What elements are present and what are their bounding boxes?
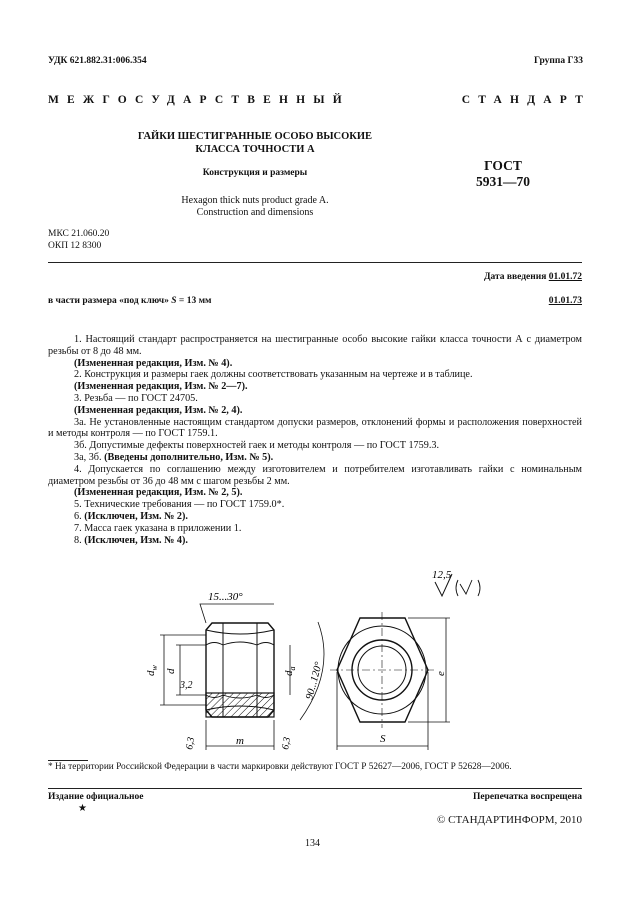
gost-label: ГОСТ <box>484 158 522 173</box>
group-code: Группа Г33 <box>534 56 583 66</box>
dim-da-sub: a <box>288 666 297 671</box>
para-3-change: (Измененная редакция, Изм. № 2, 4). <box>74 404 243 416</box>
para-1: 1. Настоящий стандарт распространяется на шестигранные особо высокие гайки класса точности А с диаметром резьбы от 8 до 48 мм. <box>48 334 582 357</box>
title-line-2: КЛАССА ТОЧНОСТИ А <box>195 144 315 155</box>
dim-63-left: 6,3 <box>184 736 198 751</box>
footnote: * На территории Российской Федерации в части маркировки действуют ГОСТ Р 52627—2006, ГОСТ Р 52628—2006. <box>48 762 512 772</box>
intro-date-label: Дата введения <box>483 272 547 282</box>
dim-dw-letter: d <box>145 670 157 676</box>
dim-countersink: 90...120° <box>304 660 325 701</box>
para-8 <box>48 535 582 547</box>
para-3b: 3б. Допустимые дефекты поверхностей гаек и методы контроля — по ГОСТ 1759.3. <box>74 440 440 452</box>
para-2-change: (Измененная редакция, Изм. № 2—7). <box>74 381 248 393</box>
title-line-1: ГАЙКИ ШЕСТИГРАННЫЕ ОСОБО ВЫСОКИЕ <box>137 131 373 142</box>
star-mark: ★ <box>78 803 87 814</box>
dim-chamfer-angle: 15...30° <box>208 591 243 603</box>
english-title-line-1: Hexagon thick nuts product grade A. <box>181 195 329 206</box>
dim-d: d <box>165 668 177 674</box>
standard-label: СТАНДАРТ <box>461 94 591 106</box>
nut-drawing <box>140 560 600 760</box>
reprint-label: Перепечатка воспрещена <box>472 792 582 802</box>
dim-e: e <box>435 671 447 676</box>
part-date-value: 01.01.73 <box>548 296 582 306</box>
footnote-rule <box>48 760 88 761</box>
copyright: © СТАНДАРТИНФОРМ, 2010 <box>437 814 582 826</box>
page-number: 134 <box>305 838 320 849</box>
para-6 <box>48 511 582 523</box>
dim-63-right: 6,3 <box>280 736 294 751</box>
center-lines <box>330 612 435 728</box>
part-date-label <box>48 296 212 306</box>
para-5: 5. Технические требования — по ГОСТ 1759.0*. <box>74 499 285 511</box>
para-4: 4. Допускается по соглашению между изготовителем и потребителем изготавливать гайки с номинальным диаметром резьбы от 36 до 48 мм с шагом резьбы 2 мм. <box>48 463 582 487</box>
roughness-symbol <box>432 569 480 596</box>
dim-dw <box>145 665 159 677</box>
para-2: 2. Конструкция и размеры гаек должны соответствовать указанным на чертеже и в таблице. <box>74 369 473 381</box>
para-3ab-change <box>48 452 582 464</box>
okp-code: ОКП 12 8300 <box>48 241 102 251</box>
mks-code: МКС 21.060.20 <box>48 229 110 239</box>
dim-da-letter: d <box>283 670 295 676</box>
roughness-value: 12,5 <box>432 569 452 581</box>
para-3a: 3а. Не установленные настоящим стандартом допуски размеров, отклонений формы и расположения поверхностей и методы контроля — по ГОСТ 1759.1. <box>48 416 582 440</box>
page-title <box>110 130 400 156</box>
interstate-label: МЕЖГОСУДАРСТВЕННЫЙ <box>48 94 350 106</box>
para-4-change: (Измененная редакция, Изм. № 2, 5). <box>74 487 243 499</box>
dim-dw-sub: w <box>150 665 159 671</box>
part-date-label-a: в части размера «под ключ» <box>48 296 169 306</box>
edition-label: Издание официальное <box>48 792 144 802</box>
para-8-number: 8. <box>74 534 85 546</box>
footer-divider <box>48 788 582 789</box>
para-3ab-number: 3а, 3б. <box>74 451 105 463</box>
para-6-note: (Исключен, Изм. № 2). <box>84 510 188 522</box>
gost-designation <box>458 158 548 190</box>
dim-da <box>283 667 297 677</box>
subtitle: Конструкция и размеры <box>202 168 308 178</box>
para-3: 3. Резьба — по ГОСТ 24705. <box>74 392 198 404</box>
dimension-lines-top <box>337 618 450 750</box>
para-8-note: (Исключен, Изм. № 4). <box>84 534 188 546</box>
dim-32: 3,2 <box>180 680 193 691</box>
para-7: 7. Масса гаек указана в приложении 1. <box>74 522 242 534</box>
intro-date <box>484 272 582 282</box>
dim-s: S <box>380 733 386 745</box>
header-divider <box>48 262 582 263</box>
intro-date-value: 01.01.72 <box>548 272 582 282</box>
dim-m: m <box>236 735 244 747</box>
body-text <box>48 334 582 546</box>
english-title-line-2: Construction and dimensions <box>196 207 314 218</box>
udk-code: УДК 621.882.31:006.354 <box>48 56 147 66</box>
part-date-label-b: = 13 мм <box>178 296 212 306</box>
section-hatch <box>206 693 274 717</box>
part-date-var: S <box>171 296 177 306</box>
para-6-number: 6. <box>74 510 85 522</box>
para-3ab-note: (Введены дополнительно, Изм. № 5). <box>104 451 274 463</box>
gost-number: 5931—70 <box>476 174 530 189</box>
english-title <box>110 195 400 219</box>
para-1-change: (Измененная редакция, Изм. № 4). <box>74 357 233 369</box>
